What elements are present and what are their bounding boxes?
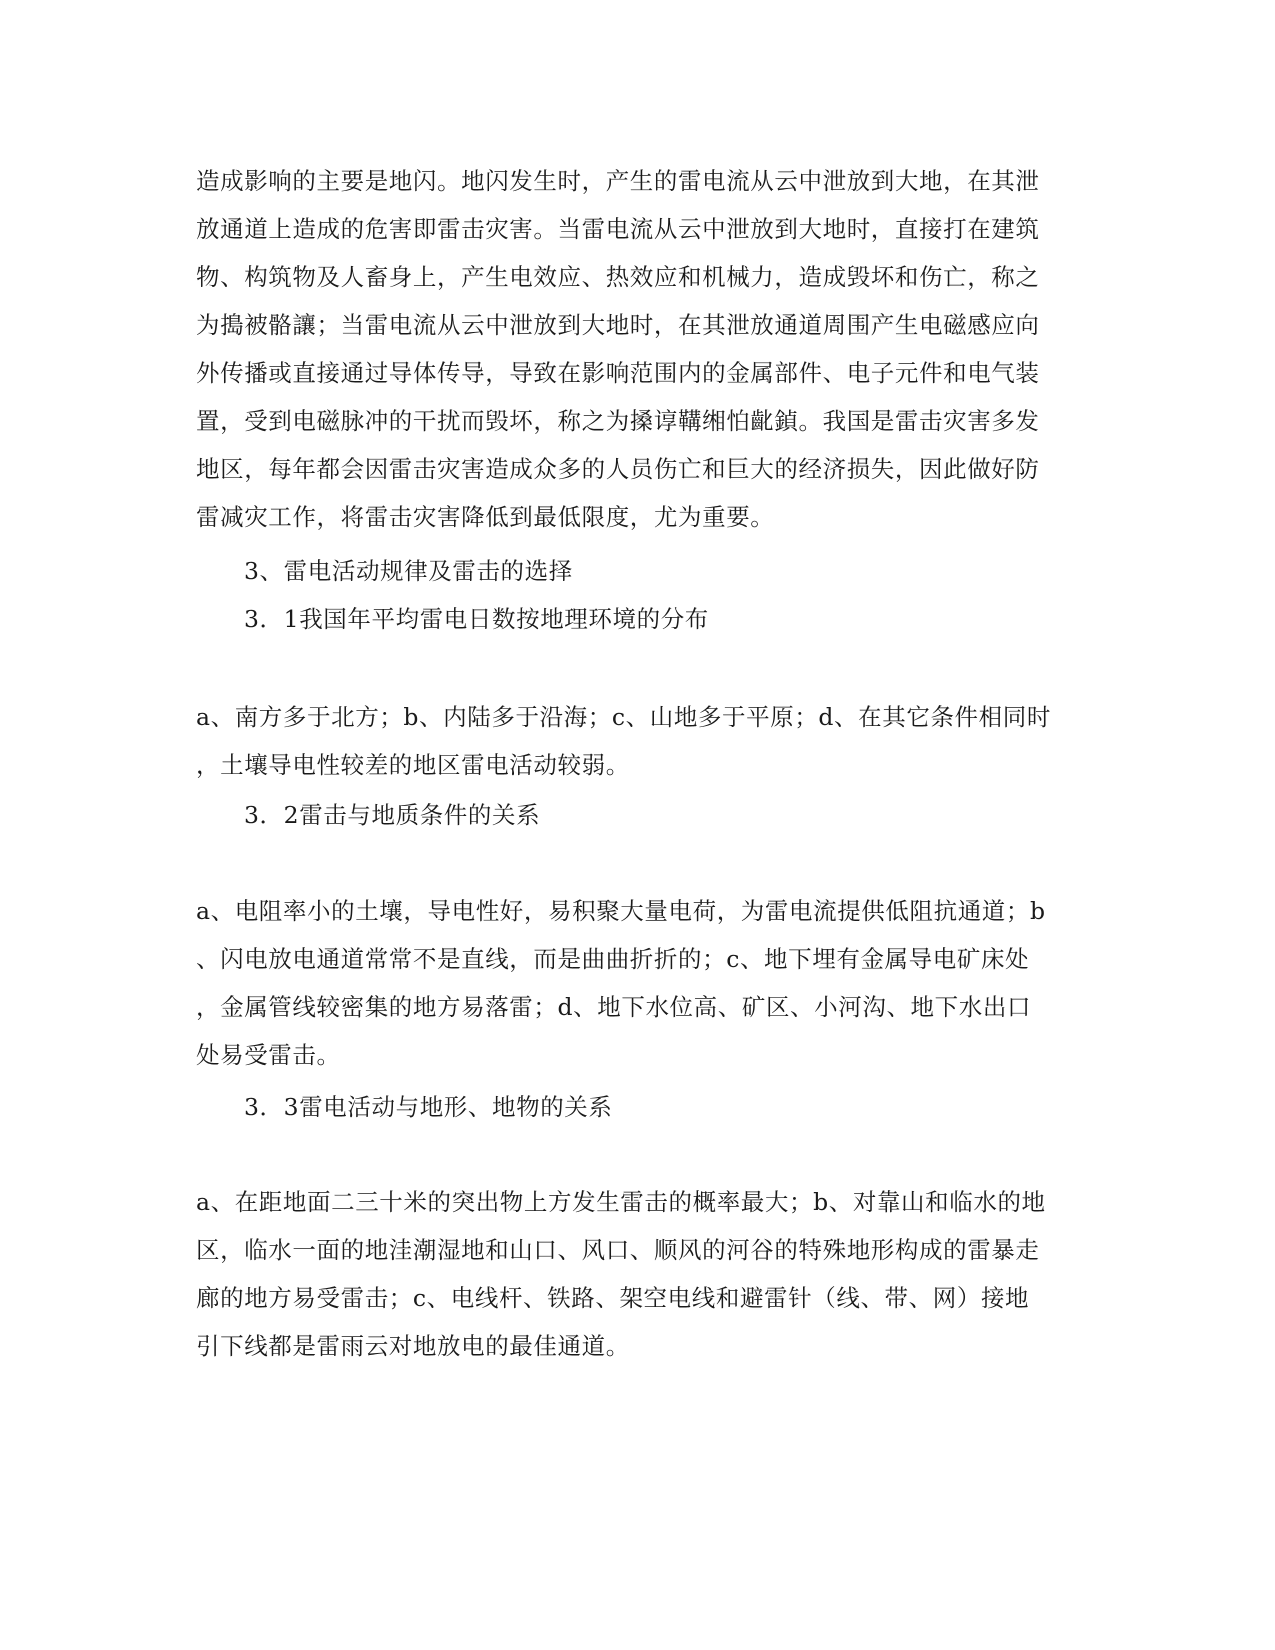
text-line: 处易受雷击。 bbox=[196, 1041, 341, 1069]
text-line: 雷减灾工作，将雷击灾害降低到最低限度，尤为重要。 bbox=[196, 503, 775, 531]
subsection-heading-3-3: 3．3雷电活动与地形、地物的关系 bbox=[244, 1093, 613, 1121]
text-line: 放通道上造成的危害即雷击灾害。当雷电流从云中泄放到大地时，直接打在建筑 bbox=[196, 215, 1040, 243]
subsection-heading-3-2: 3．2雷击与地质条件的关系 bbox=[244, 801, 541, 829]
text-line: 、闪电放电通道常常不是直线，而是曲曲折折的；c、地下埋有金属导电矿床处 bbox=[196, 945, 1030, 973]
text-line: 区，临水一面的地洼潮湿地和山口、风口、顺风的河谷的特殊地形构成的雷暴走 bbox=[196, 1236, 1040, 1264]
text-line: 置，受到电磁脉冲的干扰而毁坏，称之为搡谆鞲缃怕齔鍞。我国是雷击灾害多发 bbox=[196, 407, 1040, 435]
text-line: 物、构筑物及人畜身上，产生电效应、热效应和机械力，造成毁坏和伤亡，称之 bbox=[196, 263, 1040, 291]
text-line: 造成影响的主要是地闪。地闪发生时，产生的雷电流从云中泄放到大地，在其泄 bbox=[196, 167, 1040, 195]
text-line: 地区，每年都会因雷击灾害造成众多的人员伤亡和巨大的经济损失，因此做好防 bbox=[196, 455, 1040, 483]
text-line: a、电阻率小的土壤，导电性好，易积聚大量电荷，为雷电流提供低阻抗通道；b bbox=[196, 897, 1046, 925]
subsection-heading-3-1: 3．1我国年平均雷电日数按地理环境的分布 bbox=[244, 605, 709, 633]
paragraph-3-1 bbox=[196, 693, 1076, 789]
text-line: 外传播或直接通过导体传导，导致在影响范围内的金属部件、电子元件和电气装 bbox=[196, 359, 1040, 387]
text-line: ，金属管线较密集的地方易落雷；d、地下水位高、矿区、小河沟、地下水出口 bbox=[196, 993, 1032, 1021]
paragraph-3-3 bbox=[196, 1178, 1076, 1370]
section-heading-3: 3、雷电活动规律及雷击的选择 bbox=[244, 557, 573, 585]
text-line: 为搗被骼讓；当雷电流从云中泄放到大地时，在其泄放通道周围产生电磁感应向 bbox=[196, 311, 1040, 339]
paragraph-intro bbox=[196, 157, 1076, 541]
text-line: ，土壤导电性较差的地区雷电活动较弱。 bbox=[196, 751, 630, 779]
paragraph-3-2 bbox=[196, 887, 1076, 1079]
text-line: a、在距地面二三十米的突出物上方发生雷击的概率最大；b、对靠山和临水的地 bbox=[196, 1188, 1046, 1216]
text-line: 引下线都是雷雨云对地放电的最佳通道。 bbox=[196, 1332, 630, 1360]
text-line: a、南方多于北方；b、内陆多于沿海；c、山地多于平原；d、在其它条件相同时 bbox=[196, 703, 1051, 731]
text-line: 廊的地方易受雷击；c、电线杆、铁路、架空电线和避雷针（线、带、网）接地 bbox=[196, 1284, 1030, 1312]
